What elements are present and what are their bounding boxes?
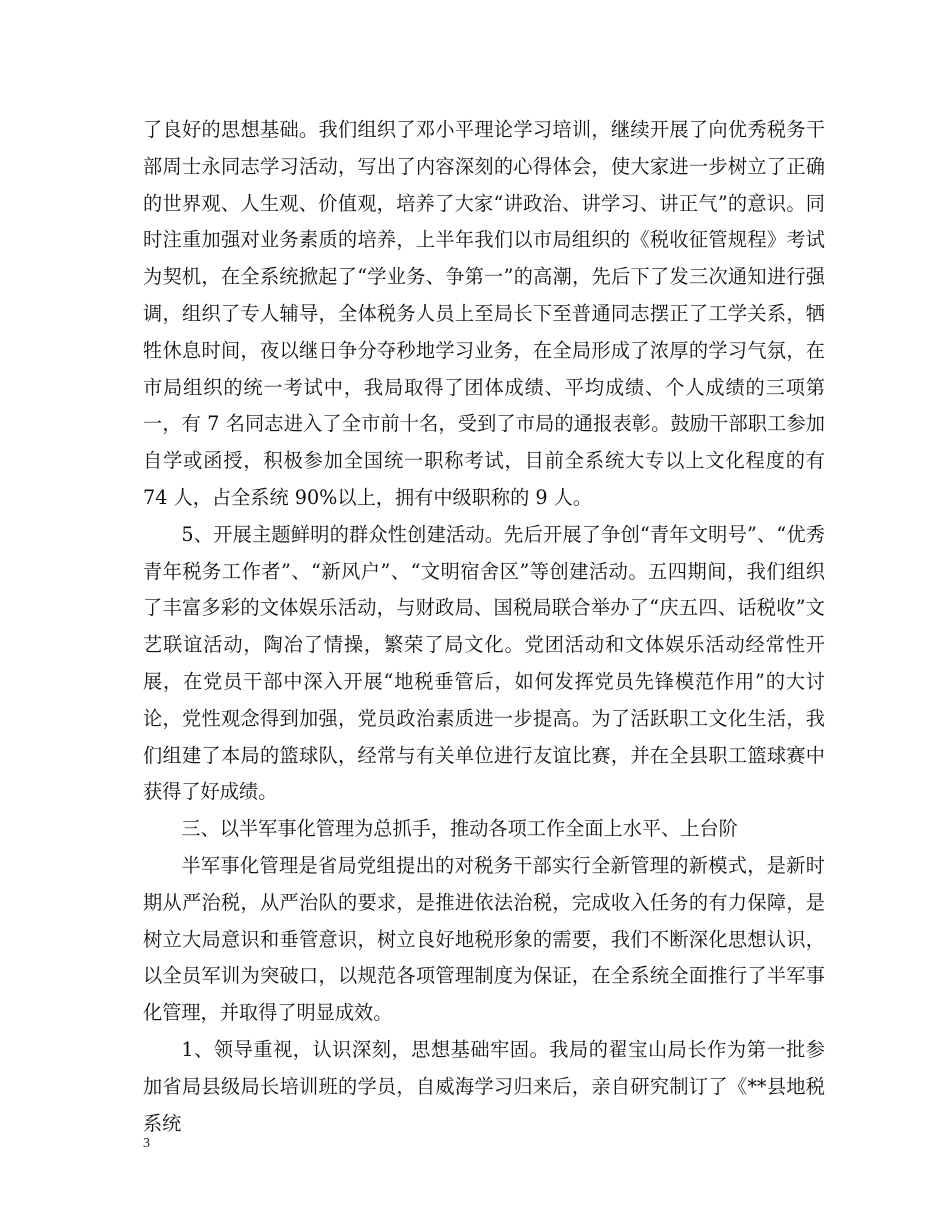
paragraph-item-1: 1、领导重视，认识深刻，思想基础牢固。我局的翟宝山局长作为第一批参加省局县级局长培训班的学员，自威海学习归来后，亲自研究制订了《**县地税系统: [143, 1037, 825, 1135]
paragraph-section-intro: 半军事化管理是省局党组提出的对税务干部实行全新管理的新模式，是新时期从严治税，从严治队的要求，是推进依法治税，完成收入任务的有力保障，是树立大局意识和垂管意识，树立良好地税形象的需要，我们不断深化思想认识，以全员军训为突破口，以规范各项管理制度为保证，在全系统全面推行了半军事化管理，并取得了明显成效。: [143, 853, 825, 1025]
page-number: 3: [143, 1136, 150, 1151]
paragraph-item-5: 5、开展主题鲜明的群众性创建活动。先后开展了争创“青年文明号”、“优秀青年税务工作者”、“新风户”、“文明宿舍区”等创建活动。五四期间，我们组织了丰富多彩的文体娱乐活动，与财政局、国税局联合举办了“庆五四、话税收”文艺联谊活动，陶冶了情操，繁荣了局文化。党团活动和文体娱乐活动经常性开展，在党员干部中深入开展“地税垂管后，如何发挥党员先锋模范作用”的大讨论，党性观念得到加强，党员政治素质进一步提高。为了活跃职工文化生活，我们组建了本局的篮球队，经常与有关单位进行友谊比赛，并在全县职工篮球赛中获得了好成绩。: [143, 522, 825, 804]
section-heading-3: 三、以半军事化管理为总抓手，推动各项工作全面上水平、上台阶: [181, 817, 738, 841]
body-text: [143, 112, 825, 1142]
paragraph-continuation: 了良好的思想基础。我们组织了邓小平理论学习培训，继续开展了向优秀税务干部周士永同志学习活动，写出了内容深刻的心得体会，使大家进一步树立了正确的世界观、人生观、价值观，培养了大家“讲政治、讲学习、讲正气”的意识。同时注重加强对业务素质的培养，上半年我们以市局组织的《税收征管规程》考试为契机，在全系统掀起了“学业务、争第一”的高潮，先后下了发三次通知进行强调，组织了专人辅导，全体税务人员上至局长下至普通同志摆正了工学关系，牺牲休息时间，夜以继日争分夺秒地学习业务，在全局形成了浓厚的学习气氛，在市局组织的统一考试中，我局取得了团体成绩、平均成绩、个人成绩的三项第一，有 7 名同志进入了全市前十名，受到了市局的通报表彰。鼓励干部职工参加自学或函授，积极参加全国统一职称考试，目前全系统大专以上文化程度的有 74 人，占全系统 90%以上，拥有中级职称的 9 人。: [143, 118, 825, 509]
